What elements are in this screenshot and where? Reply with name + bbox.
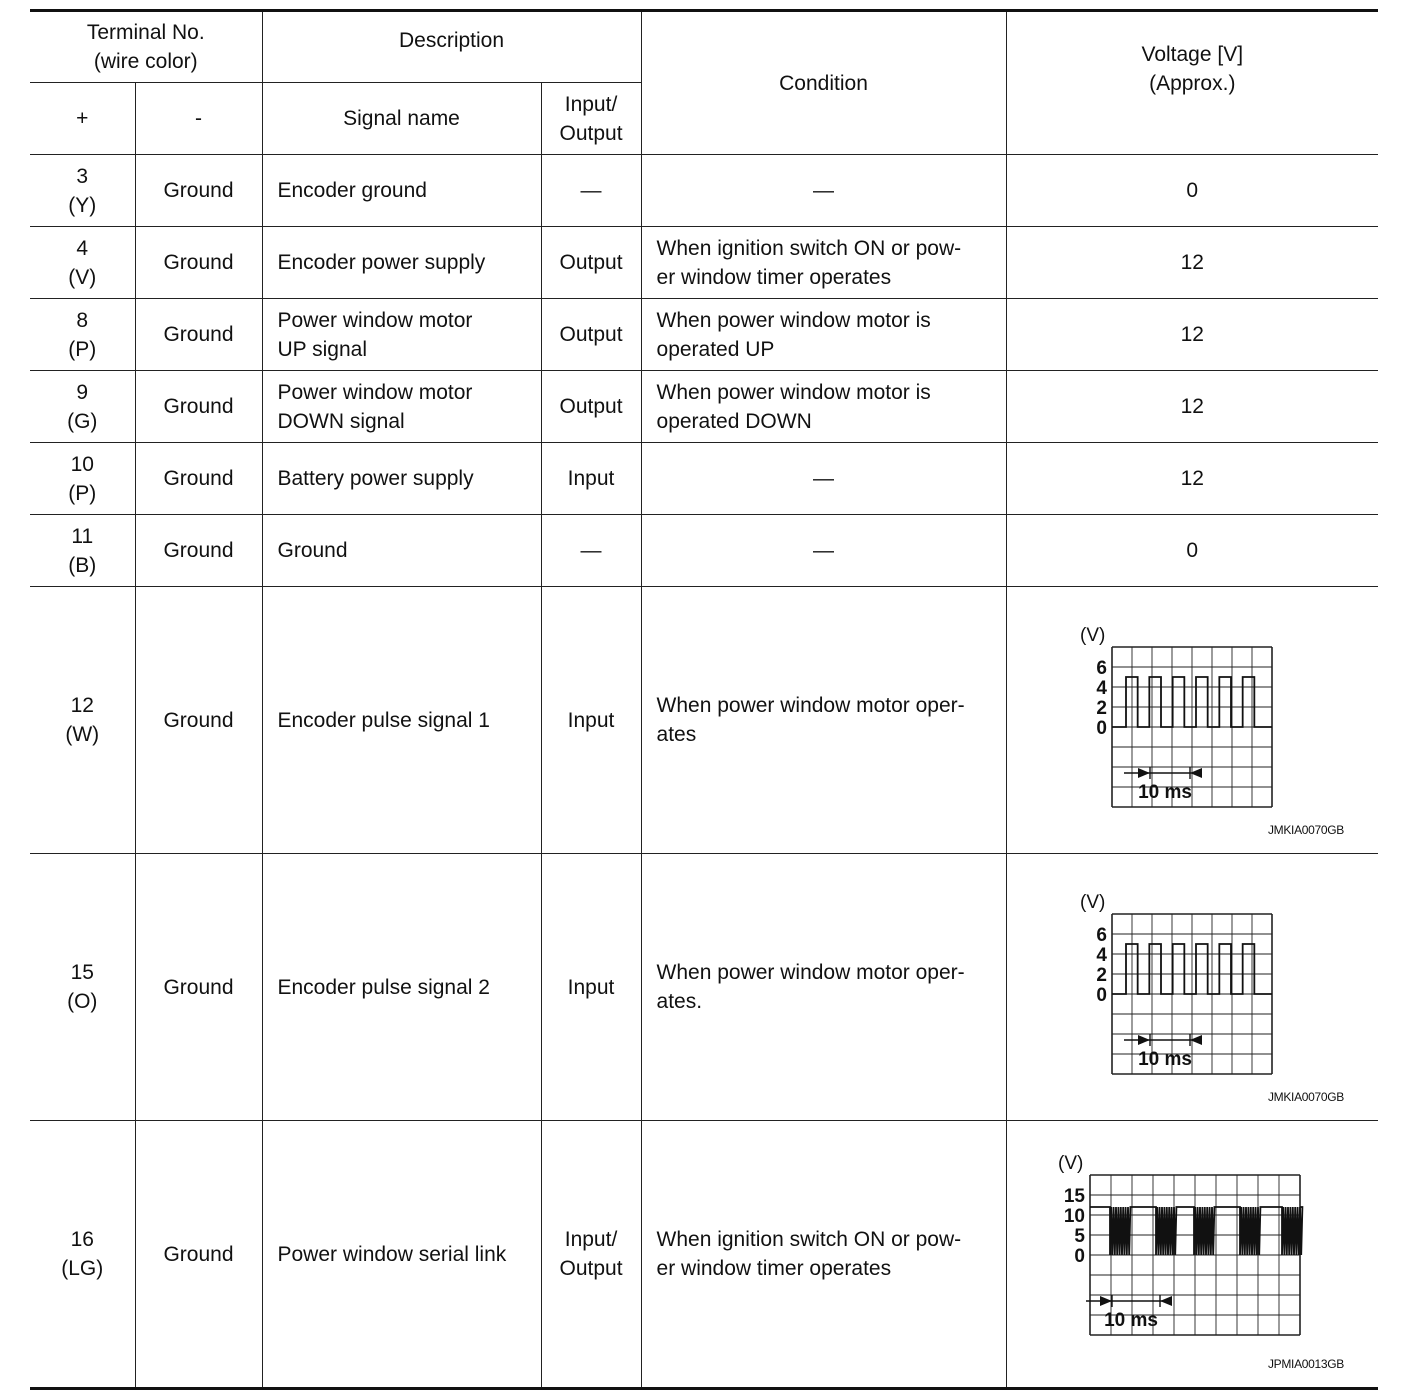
waveform-y-tick: 4 bbox=[1095, 678, 1107, 699]
cell-minus: Ground bbox=[135, 854, 262, 1121]
signal-name: Power window serial link bbox=[277, 1242, 507, 1266]
waveform-graph bbox=[1007, 1121, 1379, 1379]
cell-signal-name bbox=[262, 515, 541, 587]
condition-text-line-1: When ignition switch ON or pow- bbox=[656, 1228, 962, 1251]
condition-text-line-1: When power window motor oper- bbox=[656, 694, 965, 717]
timebase-arrows bbox=[1124, 767, 1202, 779]
io-value: Input bbox=[567, 708, 615, 732]
cell-voltage bbox=[1006, 443, 1378, 515]
table-row bbox=[30, 299, 1378, 371]
voltage-value: 0 bbox=[1186, 539, 1199, 562]
waveform-y-tick: 0 bbox=[1095, 985, 1107, 1006]
terminal-table bbox=[30, 9, 1378, 1390]
waveform-graph bbox=[1007, 587, 1379, 845]
cell-minus: Ground bbox=[135, 443, 262, 515]
condition-text-line-2: ates. bbox=[656, 990, 703, 1013]
io-value-line-2: Output bbox=[559, 1257, 623, 1280]
wire-color: (W) bbox=[65, 723, 100, 746]
io-value-line-1: Input/ bbox=[564, 1228, 618, 1251]
condition-text-line-2: ates bbox=[656, 723, 697, 746]
condition-text-line-2: operated DOWN bbox=[656, 409, 812, 433]
terminal-number: 10 bbox=[70, 452, 94, 476]
cell-voltage bbox=[1006, 371, 1378, 443]
cell-minus: Ground bbox=[135, 155, 262, 227]
waveform-y-tick: 4 bbox=[1095, 945, 1107, 966]
header-voltage-label: Voltage [V] bbox=[1141, 43, 1244, 66]
cell-condition bbox=[641, 371, 1006, 443]
header-condition-label: Condition bbox=[779, 71, 868, 95]
waveform-y-tick: 6 bbox=[1095, 658, 1107, 679]
header-input-output bbox=[541, 83, 641, 155]
cell-voltage bbox=[1006, 587, 1378, 854]
header-voltage bbox=[1006, 11, 1378, 155]
voltage-value: 0 bbox=[1186, 179, 1199, 202]
waveform-timebase: 10 ms bbox=[1103, 1310, 1158, 1331]
table-row bbox=[30, 587, 1378, 854]
table-row bbox=[30, 443, 1378, 515]
waveform-unit: (V) bbox=[1079, 892, 1105, 913]
voltage-value: 12 bbox=[1180, 323, 1204, 346]
cell-input-output bbox=[541, 371, 641, 443]
condition-text-line-1: When power window motor is bbox=[656, 308, 931, 332]
cell-voltage bbox=[1006, 1121, 1378, 1389]
waveform-figure bbox=[1007, 854, 1379, 1120]
io-value: Output bbox=[559, 323, 623, 346]
figure-code: JPMIA0013GB bbox=[1267, 1357, 1345, 1371]
io-value: Output bbox=[559, 395, 623, 418]
terminal-number: 8 bbox=[76, 308, 89, 332]
header-io-line2: Output bbox=[559, 121, 623, 145]
signal-name-line-2: UP signal bbox=[277, 337, 367, 361]
waveform-unit: (V) bbox=[1079, 625, 1105, 646]
cell-signal-name bbox=[262, 854, 541, 1121]
cell-signal-name bbox=[262, 587, 541, 854]
waveform-timebase: 10 ms bbox=[1137, 782, 1192, 803]
cell-terminal bbox=[30, 371, 135, 443]
signal-name-line-2: DOWN signal bbox=[277, 409, 405, 433]
wire-color: (Y) bbox=[68, 193, 97, 217]
wire-color: (LG) bbox=[61, 1257, 104, 1280]
cell-terminal bbox=[30, 299, 135, 371]
cell-input-output bbox=[541, 155, 641, 227]
terminal-number: 15 bbox=[70, 961, 94, 984]
cell-signal-name bbox=[262, 299, 541, 371]
terminal-number: 16 bbox=[70, 1228, 94, 1251]
cell-voltage bbox=[1006, 155, 1378, 227]
condition-text-line-1: When power window motor is bbox=[656, 380, 931, 404]
cell-input-output bbox=[541, 854, 641, 1121]
wire-color: (P) bbox=[68, 481, 97, 505]
waveform-y-tick: 0 bbox=[1095, 718, 1107, 739]
header-plus: + bbox=[30, 83, 135, 155]
signal-name: Encoder pulse signal 2 bbox=[277, 975, 490, 999]
header-minus: - bbox=[135, 83, 262, 155]
io-value: — bbox=[580, 179, 602, 202]
condition-text-line-2: operated UP bbox=[656, 337, 775, 361]
signal-name: Encoder power supply bbox=[277, 251, 486, 274]
io-value: — bbox=[580, 539, 602, 562]
table-row bbox=[30, 227, 1378, 299]
cell-signal-name bbox=[262, 227, 541, 299]
wire-color: (O) bbox=[67, 990, 98, 1013]
header-condition bbox=[641, 11, 1006, 155]
cell-terminal bbox=[30, 155, 135, 227]
condition-text: — bbox=[813, 539, 835, 562]
cell-condition bbox=[641, 299, 1006, 371]
cell-minus: Ground bbox=[135, 515, 262, 587]
table-row bbox=[30, 371, 1378, 443]
signal-name: Battery power supply bbox=[277, 467, 474, 490]
waveform-figure bbox=[1007, 1121, 1379, 1387]
cell-input-output bbox=[541, 299, 641, 371]
cell-input-output bbox=[541, 515, 641, 587]
condition-text-line-2: er window timer operates bbox=[656, 1257, 892, 1280]
header-terminal-no bbox=[30, 11, 262, 83]
cell-condition bbox=[641, 587, 1006, 854]
cell-minus: Ground bbox=[135, 587, 262, 854]
wire-color: (P) bbox=[68, 337, 97, 361]
cell-terminal bbox=[30, 227, 135, 299]
waveform-trace bbox=[1090, 1207, 1302, 1255]
cell-terminal bbox=[30, 854, 135, 1121]
terminal-number: 9 bbox=[76, 380, 89, 404]
cell-voltage bbox=[1006, 227, 1378, 299]
waveform-y-tick: 15 bbox=[1063, 1186, 1085, 1207]
header-description-label: Description bbox=[398, 28, 505, 52]
header-io-line1: Input/ bbox=[564, 92, 618, 116]
cell-minus: Ground bbox=[135, 299, 262, 371]
cell-input-output bbox=[541, 443, 641, 515]
signal-name-line-1: Power window motor bbox=[277, 380, 473, 404]
waveform-graph bbox=[1007, 854, 1379, 1112]
waveform-y-tick: 6 bbox=[1095, 925, 1107, 946]
cell-input-output bbox=[541, 587, 641, 854]
cell-signal-name bbox=[262, 155, 541, 227]
cell-input-output bbox=[541, 227, 641, 299]
voltage-value: 12 bbox=[1180, 467, 1204, 490]
cell-terminal bbox=[30, 587, 135, 854]
table-row bbox=[30, 515, 1378, 587]
cell-minus: Ground bbox=[135, 371, 262, 443]
condition-text: — bbox=[813, 179, 835, 202]
cell-terminal bbox=[30, 515, 135, 587]
waveform-y-tick: 0 bbox=[1073, 1246, 1085, 1267]
header-description bbox=[262, 11, 641, 83]
wire-color: (V) bbox=[68, 265, 97, 289]
cell-voltage bbox=[1006, 299, 1378, 371]
condition-text-line-1: When ignition switch ON or pow- bbox=[656, 236, 962, 260]
voltage-value: 12 bbox=[1180, 395, 1204, 418]
cell-terminal bbox=[30, 443, 135, 515]
table-row bbox=[30, 155, 1378, 227]
signal-name-line-1: Power window motor bbox=[277, 308, 473, 332]
cell-voltage bbox=[1006, 515, 1378, 587]
io-value: Input bbox=[567, 467, 615, 490]
terminal-number: 4 bbox=[76, 236, 89, 260]
cell-signal-name bbox=[262, 371, 541, 443]
header-terminal-no-label: Terminal No. bbox=[86, 21, 205, 44]
cell-signal-name bbox=[262, 443, 541, 515]
io-value: Output bbox=[559, 251, 623, 274]
terminal-number: 12 bbox=[70, 694, 94, 717]
cell-condition bbox=[641, 854, 1006, 1121]
io-value: Input bbox=[567, 975, 615, 999]
cell-terminal bbox=[30, 1121, 135, 1389]
waveform-y-tick: 2 bbox=[1095, 965, 1107, 986]
header-wire-color-label: (wire color) bbox=[93, 50, 198, 73]
timebase-arrows bbox=[1124, 1034, 1202, 1046]
voltage-value: 12 bbox=[1180, 251, 1204, 274]
table-row bbox=[30, 1121, 1378, 1389]
terminal-number: 3 bbox=[76, 164, 89, 188]
waveform-y-tick: 10 bbox=[1063, 1206, 1085, 1227]
cell-condition bbox=[641, 515, 1006, 587]
cell-condition bbox=[641, 1121, 1006, 1389]
wire-color: (G) bbox=[67, 409, 98, 433]
terminal-number: 11 bbox=[71, 524, 94, 548]
waveform-figure bbox=[1007, 587, 1379, 853]
condition-text: — bbox=[813, 467, 835, 490]
cell-minus: Ground bbox=[135, 1121, 262, 1389]
header-approx-label: (Approx.) bbox=[1149, 72, 1236, 95]
cell-minus: Ground bbox=[135, 227, 262, 299]
condition-text-line-1: When power window motor oper- bbox=[656, 961, 965, 984]
cell-condition bbox=[641, 227, 1006, 299]
timebase-arrows bbox=[1086, 1295, 1172, 1307]
cell-voltage bbox=[1006, 854, 1378, 1121]
header-signal-name: Signal name bbox=[262, 83, 541, 155]
waveform-unit: (V) bbox=[1057, 1153, 1083, 1174]
signal-name: Encoder ground bbox=[277, 179, 427, 202]
figure-code: JMKIA0070GB bbox=[1267, 823, 1345, 837]
wire-color: (B) bbox=[68, 553, 97, 577]
cell-signal-name bbox=[262, 1121, 541, 1389]
waveform-timebase: 10 ms bbox=[1137, 1049, 1192, 1070]
cell-condition bbox=[641, 443, 1006, 515]
condition-text-line-2: er window timer operates bbox=[656, 265, 892, 289]
waveform-y-tick: 2 bbox=[1095, 698, 1107, 719]
figure-code: JMKIA0070GB bbox=[1267, 1090, 1345, 1104]
signal-name: Encoder pulse signal 1 bbox=[277, 708, 490, 732]
table-row bbox=[30, 854, 1378, 1121]
signal-name: Ground bbox=[277, 539, 348, 562]
cell-condition bbox=[641, 155, 1006, 227]
cell-input-output bbox=[541, 1121, 641, 1389]
waveform-y-tick: 5 bbox=[1073, 1226, 1085, 1247]
